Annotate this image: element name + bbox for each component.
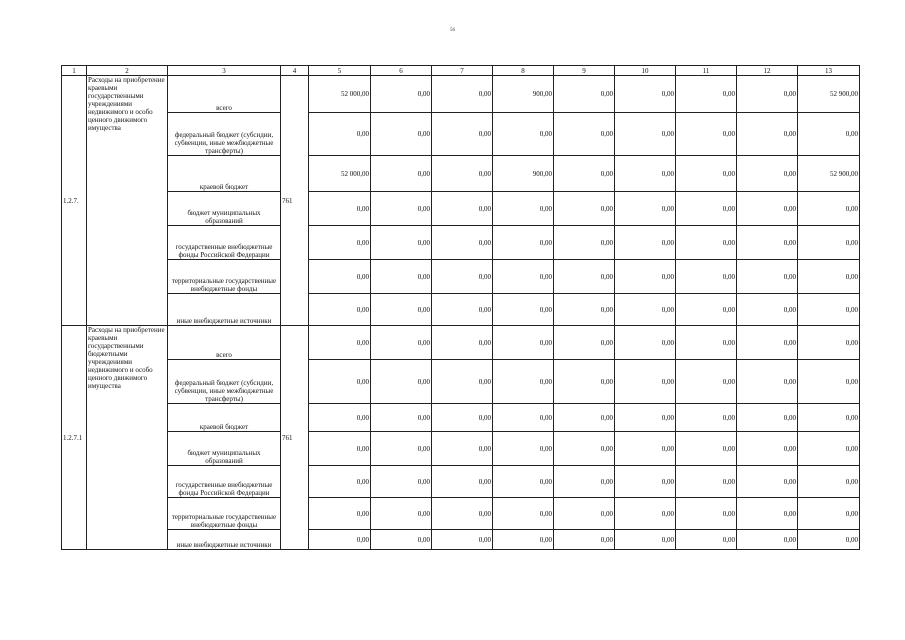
amount-cell: 0,00: [676, 260, 737, 294]
amount-cell: 0,00: [432, 113, 493, 156]
amount-cell: 0,00: [371, 404, 432, 432]
amount-cell: 0,00: [615, 76, 676, 113]
amount-cell: 0,00: [493, 530, 554, 550]
amount-cell: 0,00: [309, 226, 371, 260]
amount-cell: 0,00: [737, 404, 798, 432]
funding-source: территориальные государственные внебюджетные фонды: [168, 498, 281, 530]
amount-cell: 0,00: [493, 360, 554, 404]
amount-cell: 0,00: [615, 113, 676, 156]
column-header: 12: [737, 66, 798, 76]
amount-cell: 0,00: [493, 294, 554, 326]
funding-source: территориальные государственные внебюджетные фонды: [168, 260, 281, 294]
funding-source: иные внебюджетные источники: [168, 294, 281, 326]
amount-cell: 0,00: [737, 360, 798, 404]
table-row: [62, 76, 860, 113]
amount-cell: 0,00: [432, 498, 493, 530]
amount-cell: 0,00: [676, 498, 737, 530]
amount-cell: 0,00: [493, 326, 554, 360]
amount-cell: 0,00: [676, 404, 737, 432]
amount-cell: 0,00: [371, 326, 432, 360]
column-header: 5: [309, 66, 371, 76]
amount-cell: 0,00: [615, 530, 676, 550]
item-name: Расходы на приобретение краевыми государственными учреждениями недвижимого и особо ценного движимого имущества: [87, 76, 168, 326]
amount-cell: 0,00: [737, 498, 798, 530]
header-row: [62, 66, 860, 76]
funding-source: всего: [168, 76, 281, 113]
amount-cell: 0,00: [798, 192, 860, 226]
amount-cell: 0,00: [554, 530, 615, 550]
amount-cell: 0,00: [309, 326, 371, 360]
column-header: 3: [168, 66, 281, 76]
funding-source: государственные внебюджетные фонды Российской Федерации: [168, 466, 281, 498]
amount-cell: 0,00: [554, 326, 615, 360]
amount-cell: 0,00: [309, 432, 371, 466]
amount-cell: 0,00: [371, 360, 432, 404]
amount-cell: 0,00: [737, 226, 798, 260]
amount-cell: 0,00: [798, 530, 860, 550]
amount-cell: 0,00: [615, 226, 676, 260]
table-row: [62, 156, 860, 192]
amount-cell: 0,00: [432, 466, 493, 498]
amount-cell: 0,00: [798, 326, 860, 360]
amount-cell: 0,00: [309, 113, 371, 156]
amount-cell: 0,00: [554, 156, 615, 192]
amount-cell: 0,00: [432, 294, 493, 326]
amount-cell: 52 900,00: [798, 156, 860, 192]
amount-cell: 0,00: [493, 466, 554, 498]
amount-cell: 0,00: [615, 294, 676, 326]
column-header: 1: [62, 66, 87, 76]
amount-cell: 0,00: [737, 260, 798, 294]
amount-cell: 0,00: [432, 404, 493, 432]
column-header: 7: [432, 66, 493, 76]
grbs-code: 761: [281, 326, 309, 550]
amount-cell: 0,00: [432, 226, 493, 260]
column-header: 6: [371, 66, 432, 76]
amount-cell: 0,00: [371, 294, 432, 326]
column-header: 2: [87, 66, 168, 76]
amount-cell: 0,00: [737, 326, 798, 360]
amount-cell: 0,00: [432, 530, 493, 550]
amount-cell: 0,00: [676, 192, 737, 226]
amount-cell: 0,00: [676, 360, 737, 404]
amount-cell: 0,00: [737, 113, 798, 156]
funding-source: бюджет муниципальных образований: [168, 432, 281, 466]
item-name: Расходы на приобретение краевыми государственными бюджетными учреждениями недвижимого и особо ценного движимого имущества: [87, 326, 168, 550]
grbs-code: 761: [281, 76, 309, 326]
amount-cell: 0,00: [432, 192, 493, 226]
amount-cell: 0,00: [737, 432, 798, 466]
column-header: 11: [676, 66, 737, 76]
amount-cell: 0,00: [309, 498, 371, 530]
amount-cell: 0,00: [554, 192, 615, 226]
column-header: 4: [281, 66, 309, 76]
budget-table: [61, 65, 860, 550]
amount-cell: 0,00: [554, 466, 615, 498]
funding-source: государственные внебюджетные фонды Российской Федерации: [168, 226, 281, 260]
amount-cell: 0,00: [615, 498, 676, 530]
amount-cell: 0,00: [554, 76, 615, 113]
amount-cell: 0,00: [309, 404, 371, 432]
amount-cell: 0,00: [676, 76, 737, 113]
funding-source: федеральный бюджет (субсидии, субвенции, иные межбюджетные трансферты): [168, 113, 281, 156]
item-code: 1.2.7.1: [62, 326, 87, 550]
amount-cell: 0,00: [798, 498, 860, 530]
amount-cell: 0,00: [798, 260, 860, 294]
amount-cell: 0,00: [798, 360, 860, 404]
amount-cell: 0,00: [737, 466, 798, 498]
table-row: [62, 294, 860, 326]
amount-cell: 0,00: [676, 466, 737, 498]
amount-cell: 0,00: [554, 260, 615, 294]
table-row: [62, 226, 860, 260]
amount-cell: 0,00: [493, 226, 554, 260]
amount-cell: 0,00: [493, 432, 554, 466]
amount-cell: 0,00: [371, 226, 432, 260]
amount-cell: 0,00: [676, 530, 737, 550]
amount-cell: 0,00: [798, 226, 860, 260]
column-header: 8: [493, 66, 554, 76]
funding-source: бюджет муниципальных образований: [168, 192, 281, 226]
funding-source: федеральный бюджет (субсидии, субвенции, иные межбюджетные трансферты): [168, 360, 281, 404]
funding-source: иные внебюджетные источники: [168, 530, 281, 550]
amount-cell: 0,00: [737, 294, 798, 326]
amount-cell: 0,00: [615, 432, 676, 466]
amount-cell: 0,00: [615, 326, 676, 360]
table-row: [62, 530, 860, 550]
amount-cell: 900,00: [493, 76, 554, 113]
amount-cell: 0,00: [371, 156, 432, 192]
amount-cell: 0,00: [309, 360, 371, 404]
table-row: [62, 404, 860, 432]
amount-cell: 0,00: [432, 432, 493, 466]
item-code: 1.2.7.: [62, 76, 87, 326]
amount-cell: 0,00: [493, 498, 554, 530]
amount-cell: 0,00: [371, 432, 432, 466]
amount-cell: 0,00: [737, 530, 798, 550]
amount-cell: 0,00: [493, 404, 554, 432]
amount-cell: 0,00: [371, 76, 432, 113]
amount-cell: 0,00: [371, 530, 432, 550]
amount-cell: 0,00: [371, 498, 432, 530]
amount-cell: 0,00: [371, 113, 432, 156]
table-row: [62, 498, 860, 530]
amount-cell: 0,00: [554, 113, 615, 156]
amount-cell: 0,00: [676, 113, 737, 156]
amount-cell: 52 000,00: [309, 76, 371, 113]
amount-cell: 0,00: [432, 76, 493, 113]
amount-cell: 0,00: [309, 530, 371, 550]
amount-cell: 52 900,00: [798, 76, 860, 113]
amount-cell: 0,00: [676, 226, 737, 260]
column-header: 13: [798, 66, 860, 76]
amount-cell: 0,00: [798, 113, 860, 156]
table-row: [62, 466, 860, 498]
amount-cell: 0,00: [737, 76, 798, 113]
amount-cell: 0,00: [615, 466, 676, 498]
amount-cell: 0,00: [737, 156, 798, 192]
funding-source: краевой бюджет: [168, 156, 281, 192]
table-row: [62, 260, 860, 294]
amount-cell: 0,00: [309, 294, 371, 326]
amount-cell: 0,00: [554, 498, 615, 530]
amount-cell: 0,00: [615, 156, 676, 192]
table-row: [62, 192, 860, 226]
amount-cell: 0,00: [676, 432, 737, 466]
amount-cell: 0,00: [798, 404, 860, 432]
amount-cell: 0,00: [309, 260, 371, 294]
amount-cell: 0,00: [493, 113, 554, 156]
amount-cell: 0,00: [493, 260, 554, 294]
amount-cell: 0,00: [615, 404, 676, 432]
amount-cell: 0,00: [554, 404, 615, 432]
amount-cell: 0,00: [554, 294, 615, 326]
amount-cell: 0,00: [615, 192, 676, 226]
amount-cell: 0,00: [432, 360, 493, 404]
amount-cell: 900,00: [493, 156, 554, 192]
amount-cell: 0,00: [798, 294, 860, 326]
amount-cell: 0,00: [371, 260, 432, 294]
table-row: [62, 360, 860, 404]
amount-cell: 0,00: [554, 432, 615, 466]
amount-cell: 0,00: [798, 466, 860, 498]
amount-cell: 0,00: [615, 360, 676, 404]
amount-cell: 0,00: [676, 156, 737, 192]
amount-cell: 0,00: [798, 432, 860, 466]
amount-cell: 52 000,00: [309, 156, 371, 192]
table-row: [62, 326, 860, 360]
amount-cell: 0,00: [493, 192, 554, 226]
column-header: 9: [554, 66, 615, 76]
amount-cell: 0,00: [432, 260, 493, 294]
amount-cell: 0,00: [371, 192, 432, 226]
amount-cell: 0,00: [737, 192, 798, 226]
amount-cell: 0,00: [309, 192, 371, 226]
funding-source: краевой бюджет: [168, 404, 281, 432]
amount-cell: 0,00: [615, 260, 676, 294]
funding-source: всего: [168, 326, 281, 360]
amount-cell: 0,00: [554, 360, 615, 404]
amount-cell: 0,00: [432, 156, 493, 192]
page-number: 56: [450, 28, 455, 33]
table-row: [62, 432, 860, 466]
amount-cell: 0,00: [309, 466, 371, 498]
amount-cell: 0,00: [432, 326, 493, 360]
column-header: 10: [615, 66, 676, 76]
amount-cell: 0,00: [676, 294, 737, 326]
amount-cell: 0,00: [371, 466, 432, 498]
table-row: [62, 113, 860, 156]
amount-cell: 0,00: [676, 326, 737, 360]
amount-cell: 0,00: [554, 226, 615, 260]
